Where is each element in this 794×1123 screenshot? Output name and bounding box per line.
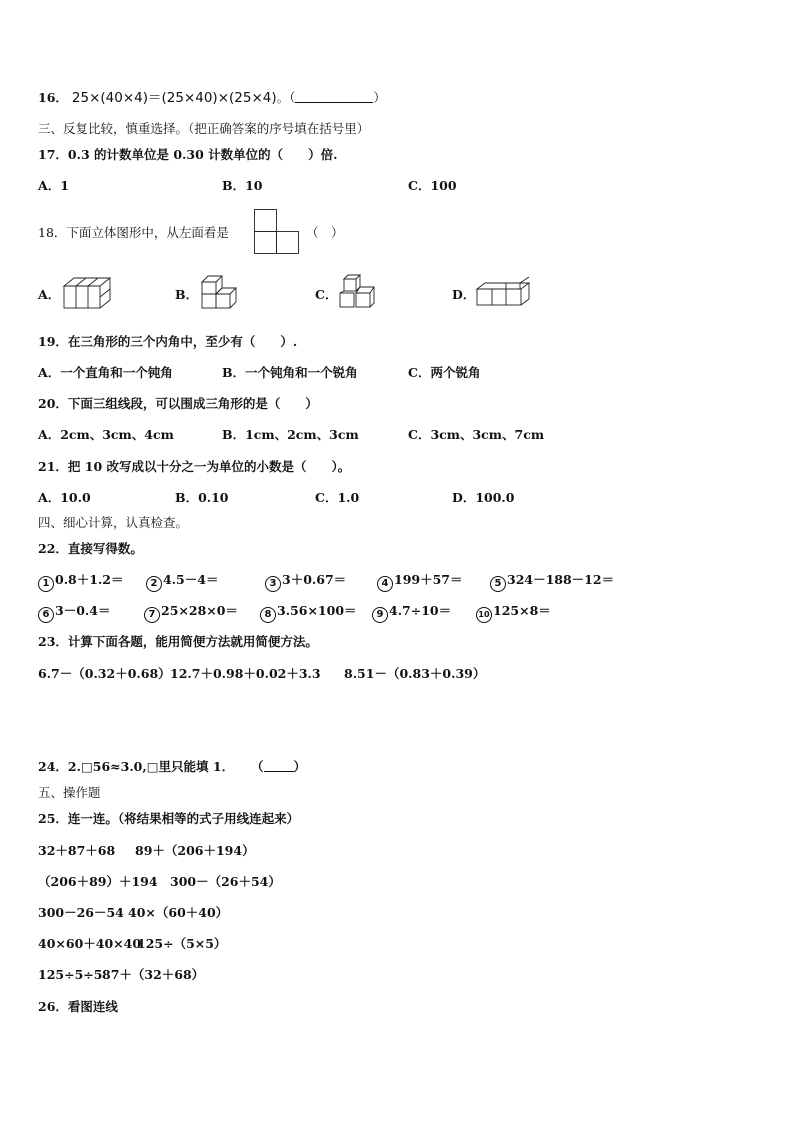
calc-expr: 125×8＝: [493, 603, 551, 618]
q17-option-c[interactable]: C．100: [408, 178, 457, 193]
q21-option-b[interactable]: B．0.10: [175, 490, 229, 505]
match-left-4[interactable]: 40×60＋40×40: [38, 936, 142, 951]
calc-item-5: [490, 572, 614, 592]
calc-expr: 3－0.4＝: [55, 603, 111, 618]
q24-answer: [251, 759, 306, 775]
left-view-figure: [254, 209, 304, 257]
q23-item-1: 6.7－（0.32＋0.68）: [38, 666, 171, 681]
question-number: 16．: [38, 90, 68, 105]
calc-item-9: [372, 603, 451, 623]
match-right-5[interactable]: 87＋（32＋68）: [102, 967, 205, 982]
question-26: 26．看图连线: [38, 999, 118, 1014]
q21-option-d[interactable]: D．100.0: [452, 490, 515, 505]
circled-number: 7: [144, 607, 160, 623]
q18-option-a[interactable]: A．: [38, 287, 61, 302]
calc-item-1: [38, 572, 124, 592]
q23-item-3: 8.51－（0.83＋0.39）: [344, 666, 486, 681]
q21-option-a[interactable]: A．10.0: [38, 490, 91, 505]
question-22: 22．直接写得数。: [38, 541, 143, 556]
calc-item-10: [476, 603, 551, 623]
cube-figure-a: [62, 276, 118, 310]
period: 。（: [276, 90, 296, 105]
question-23: 23．计算下面各题，能用简便方法就用简便方法。: [38, 634, 318, 649]
question-20: 20．下面三组线段，可以围成三角形的是（ ）: [38, 396, 318, 411]
q17-option-a[interactable]: A．1: [38, 178, 69, 193]
match-left-3[interactable]: 300－26－54: [38, 905, 124, 920]
calc-expr: 199＋57＝: [394, 572, 463, 587]
cube-figure-c: [338, 271, 388, 313]
match-left-1[interactable]: 32＋87＋68: [38, 843, 116, 858]
circled-number: 5: [490, 576, 506, 592]
q20-option-c[interactable]: C．3cm、3cm、7cm: [408, 427, 545, 442]
question-19: 19．在三角形的三个内角中，至少有（ ）.: [38, 334, 298, 349]
circled-number: 3: [265, 576, 281, 592]
question-18-text: 18．下面立体图形中，从左面看是: [38, 225, 229, 240]
circled-number: 10: [476, 607, 492, 623]
circled-number: 1: [38, 576, 54, 592]
q18-option-b[interactable]: B．: [175, 287, 199, 302]
open-paren: （: [251, 759, 264, 774]
circled-number: 4: [377, 576, 393, 592]
section-3-heading: 三、反复比较，慎重选择。（把正确答案的序号填在括号里）: [38, 121, 370, 136]
q21-option-c[interactable]: C．1.0: [315, 490, 360, 505]
q20-option-b[interactable]: B．1cm、2cm、3cm: [222, 427, 359, 442]
question-21: 21．把 10 改写成以十分之一为单位的小数是（ ）。: [38, 459, 351, 474]
match-right-4[interactable]: 125÷（5×5）: [137, 936, 227, 951]
q18-paren: （ ）: [306, 225, 344, 240]
calc-item-8: [260, 603, 357, 623]
q18-option-d[interactable]: D．: [452, 287, 476, 302]
q19-option-c[interactable]: C．两个锐角: [408, 365, 481, 380]
q18-option-c[interactable]: C．: [315, 287, 338, 302]
circled-number: 8: [260, 607, 276, 623]
q20-option-a[interactable]: A．2cm、3cm、4cm: [38, 427, 174, 442]
q23-item-2: 12.7＋0.98＋0.02＋3.3: [170, 666, 321, 681]
question-17: 17．0.3 的计数单位是 0.30 计数单位的（ ）倍.: [38, 147, 338, 162]
calc-item-4: [377, 572, 463, 592]
q19-option-a[interactable]: A．一个直角和一个钝角: [38, 365, 173, 380]
answer-blank[interactable]: [264, 759, 294, 772]
match-right-1[interactable]: 89＋（206＋194）: [135, 843, 255, 858]
circled-number: 9: [372, 607, 388, 623]
calc-expr: 4.7÷10＝: [389, 603, 452, 618]
match-left-2[interactable]: （206＋89）＋194: [38, 874, 158, 889]
match-right-3[interactable]: 40×（60＋40）: [128, 905, 229, 920]
calc-expr: 0.8＋1.2＝: [55, 572, 124, 587]
calc-expr: 25×28×0＝: [161, 603, 238, 618]
question-25: 25．连一连。（将结果相等的式子用线连起来）: [38, 811, 300, 826]
close-paren: ）: [293, 759, 307, 774]
calc-expr: 324－188－12＝: [507, 572, 615, 587]
question-16: [38, 90, 386, 106]
calc-item-2: [146, 572, 218, 592]
calc-expr: 3＋0.67＝: [282, 572, 347, 587]
cube-figure-d: [475, 279, 537, 311]
calc-item-3: [265, 572, 346, 592]
close-paren: ）: [373, 90, 386, 105]
equation: 25×(40×4)＝(25×40)×(25×4): [71, 90, 277, 106]
cube-figure-b: [198, 272, 246, 312]
q17-option-b[interactable]: B．10: [222, 178, 263, 193]
calc-expr: 4.5－4＝: [163, 572, 219, 587]
circled-number: 2: [146, 576, 162, 592]
answer-blank[interactable]: [295, 90, 373, 103]
section-4-heading: 四、细心计算，认真检查。: [38, 515, 189, 530]
calc-expr: 3.56×100＝: [277, 603, 357, 618]
question-24: 24．2.□56≈3.0,□里只能填 1．: [38, 759, 235, 774]
circled-number: 6: [38, 607, 54, 623]
match-left-5[interactable]: 125÷5÷5: [38, 967, 103, 982]
q19-option-b[interactable]: B．一个钝角和一个锐角: [222, 365, 358, 380]
match-right-2[interactable]: 300－（26＋54）: [170, 874, 281, 889]
calc-item-6: [38, 603, 110, 623]
section-5-heading: 五、操作题: [38, 785, 101, 800]
question-18: [38, 225, 229, 241]
calc-item-7: [144, 603, 238, 623]
